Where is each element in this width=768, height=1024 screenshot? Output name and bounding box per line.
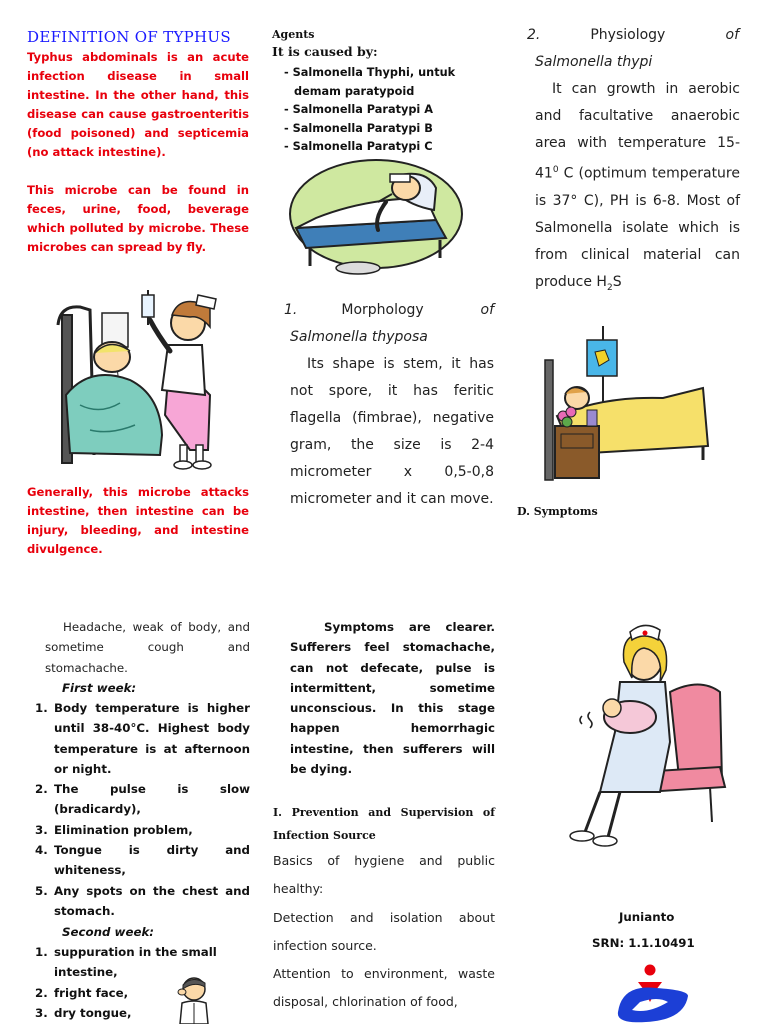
list-item: 3. dry tongue, [35,1005,132,1020]
physiology-species: Salmonella thypi [535,54,653,70]
definition-paragraph: Typhus abdominals is an acute infection disease in small intestine. In the other hand, this disease can cause gastroenteritis (food poisoned) and septicemia (no attack intestine). [27,50,249,159]
physiology-text: It can growth in aerobic and facultative anaerobic area with temperature 15- $41^0$ C (optimum temperature is 37° C), PH is 6-8. Most of Salmonella isolate which is from clinical material can produce $H_2S$ [535,81,740,293]
definition-title: DEFINITION OF TYPHUS [27,28,231,46]
list-item: - Salmonella Paratypi B [284,121,433,135]
second-week-list [27,942,252,1023]
generally-paragraph: Generally, this microbe attacks intestine, then intestine can be injury, bleeding, and intestine divulgence. [27,485,249,556]
agents-list [284,64,484,157]
list-item: 4. Tongue is dirty and whiteness, [35,843,250,878]
morphology-heading [284,297,494,324]
list-item: 3. Elimination problem, [35,822,193,837]
morphology-species: Salmonella thyposa [290,329,428,345]
student-number: SRN: 1.1.10491 [592,936,695,950]
prevention-text-2: Detection and isolation about infection source. [273,910,495,954]
list-item: - Salmonella Thyphi, untuk demam paratypoid [284,66,456,98]
prevention-heading: I. Prevention and Supervision of Infection Source [273,806,495,842]
list-item: 5. Any spots on the chest and stomach. [35,883,250,918]
first-week-label: First week: [62,681,137,695]
physiology-of: of [725,27,739,43]
caused-by-label: It is caused by: [272,44,378,59]
hospital-bed-illustration [543,326,711,482]
agents-heading: Agents [272,28,315,41]
nurse-patient-illustration [50,285,250,473]
sick-patient-illustration [286,158,466,280]
clearer-symptoms-paragraph: Symptoms are clearer. Sufferers feel stomachache, can not defecate, pulse is intermittent, sometime unconscious. In this stage happen hemorrhagic intestine, then sufferers will be dying. [290,620,495,777]
doctor-illustration [172,975,214,1024]
physiology-heading [527,22,739,49]
morphology-label: Morphology [341,302,424,318]
symptoms-intro: Headache, weak of body, and sometime cough and stomachache. [45,620,250,675]
list-item: 2. The pulse is slow (bradicardy), [35,782,250,817]
list-item: 1. suppuration in the small intestine, [35,945,217,980]
second-week-label: Second week: [62,925,155,939]
author-name: Junianto [619,910,675,924]
microbe-paragraph: This microbe can be found in feces, urine, food, beverage which polluted by microbe. These microbes can spread by fly. [27,183,249,254]
morphology-of: of [480,302,494,318]
prevention-text-3: Attention to environment, waste disposal, chlorination of food, [273,966,495,1010]
list-item: - Salmonella Paratypi A [284,103,433,116]
list-item: 1. Body temperature is higher until 38-40°C. Highest body temperature is at afternoon or night. [35,701,250,776]
list-item: - Salmonella Paratypi C [284,140,433,153]
institution-logo [612,962,692,1024]
prevention-text-1: Basics of hygiene and public healthy: [273,853,495,897]
morphology-text: Its shape is stem, it has not spore, it has feritic flagella (fimbrae), negative gram, the size is 2-4 micrometer x 0,5-0,8 micrometer and it can move. [290,356,494,507]
symptoms-heading: D. Symptoms [517,505,598,518]
physiology-number: 2. [527,27,541,43]
first-week-list [27,698,250,921]
list-item: 2. fright face, [35,985,129,1000]
morphology-number: 1. [284,302,298,318]
nurse-baby-illustration [560,622,730,852]
physiology-label: Physiology [590,27,666,43]
